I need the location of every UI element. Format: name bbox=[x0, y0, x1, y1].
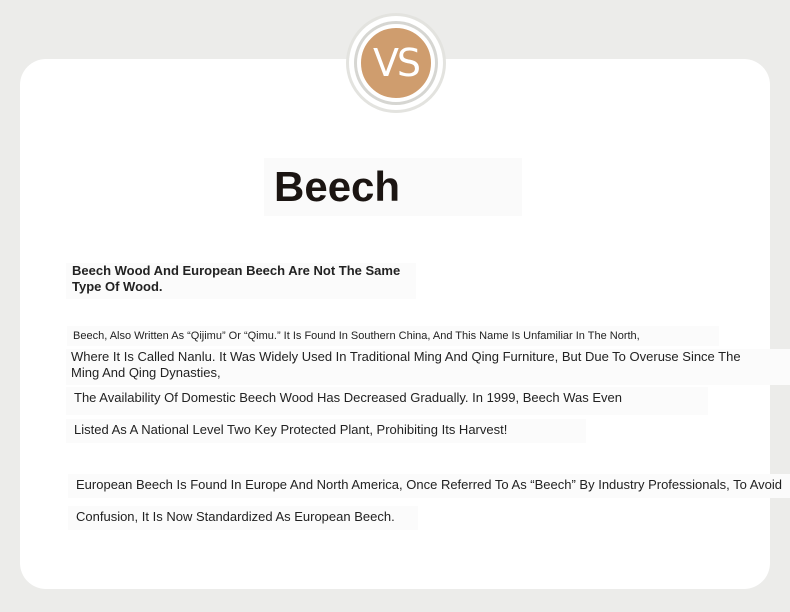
vs-icon bbox=[357, 24, 435, 102]
page-title: Beech bbox=[264, 158, 522, 216]
paragraph-3: The Availability Of Domestic Beech Wood Has Decreased Gradually. In 1999, Beech Was Even bbox=[66, 387, 708, 415]
vs-label: VS bbox=[372, 41, 420, 85]
paragraph-2-line-2: Ming And Qing Dynasties, bbox=[71, 365, 221, 380]
vs-badge bbox=[349, 16, 443, 110]
paragraph-2 bbox=[66, 349, 790, 385]
subtitle: Beech Wood And European Beech Are Not The Same Type Of Wood. bbox=[66, 263, 416, 299]
paragraph-5: European Beech Is Found In Europe And North America, Once Referred To As “Beech” By Industry Professionals, To Avoid bbox=[68, 474, 790, 498]
paragraph-6: Confusion, It Is Now Standardized As European Beech. bbox=[68, 506, 418, 530]
paragraph-1: Beech, Also Written As “Qijimu” Or “Qimu.” It Is Found In Southern China, And This Name Is Unfamiliar In The North, bbox=[67, 326, 719, 346]
paragraph-2-line-1: Where It Is Called Nanlu. It Was Widely Used In Traditional Ming And Qing Furniture, But Due To Overuse Since The bbox=[71, 349, 741, 364]
paragraph-4: Listed As A National Level Two Key Protected Plant, Prohibiting Its Harvest! bbox=[66, 419, 586, 443]
